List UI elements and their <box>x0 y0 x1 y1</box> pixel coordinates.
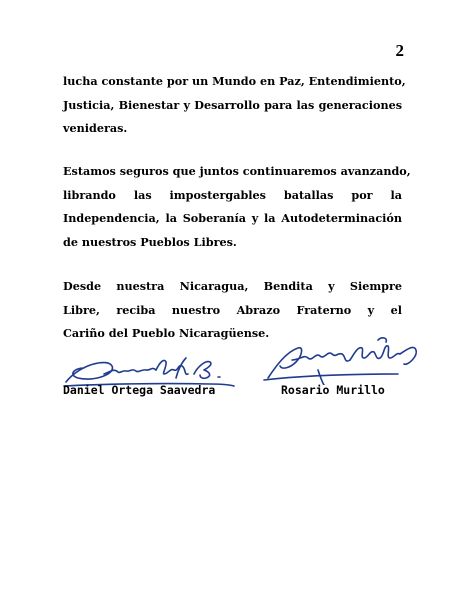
paragraph-line: Libre, reciba nuestro Abrazo Fraterno y el <box>63 302 402 317</box>
signatory-name-rosario-murillo: Rosario Murillo <box>281 383 385 397</box>
paragraph-line: lucha constante por un Mundo en Paz, Entendimiento, <box>63 74 406 88</box>
paragraph-line: Justicia, Bienestar y Desarrollo para las generaciones <box>63 97 402 112</box>
paragraph-line: librando las impostergables batallas por la <box>63 187 402 202</box>
paragraph-line: Desde nuestra Nicaragua, Bendita y Siempre <box>63 279 402 293</box>
page-number: 2 <box>395 41 404 60</box>
paragraph-line: Cariño del Pueblo Nicaragüense. <box>63 326 270 340</box>
paragraph-line: Independencia, la Soberanía y la Autodeterminación <box>63 211 402 225</box>
signature-rosario-murillo-image <box>258 330 428 385</box>
signatory-name-daniel-ortega: Daniel Ortega Saavedra <box>63 383 216 397</box>
paragraph-line: venideras. <box>63 121 128 135</box>
paragraph-line: Estamos seguros que juntos continuaremos avanzando, <box>63 164 411 178</box>
paragraph-line: de nuestros Pueblos Libres. <box>63 234 237 249</box>
paragraph-closing-wish <box>63 70 406 141</box>
paragraph-confidence <box>63 160 411 254</box>
